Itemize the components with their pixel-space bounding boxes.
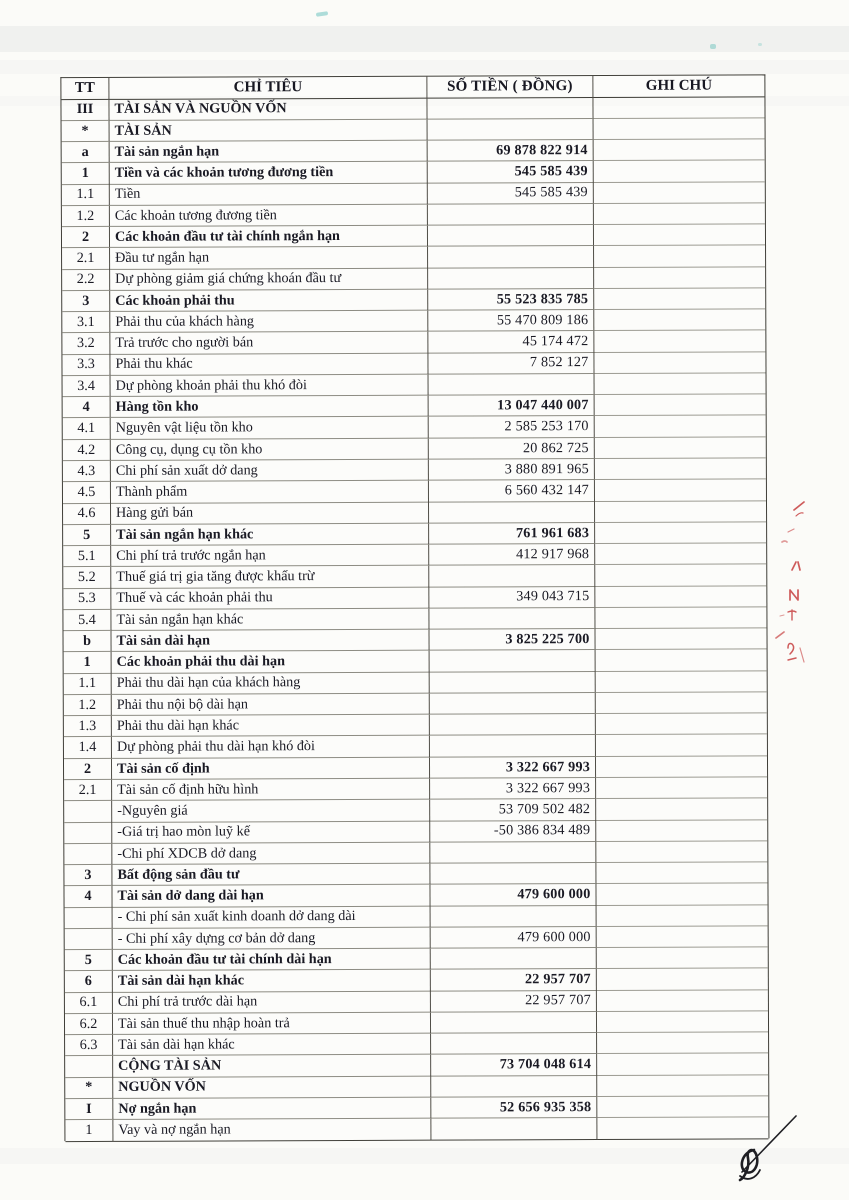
cell-amount: [428, 267, 594, 289]
cell-label: Dự phòng khoản phải thu khó đòi: [111, 374, 429, 397]
cell-note: [596, 735, 767, 757]
cell-amount: 55 470 809 186: [428, 310, 594, 332]
cell-amount: 7 852 127: [428, 352, 594, 374]
cell-tt: 3.3: [62, 354, 110, 376]
cell-tt: 5.4: [63, 610, 111, 632]
cell-tt: [65, 929, 113, 951]
cell-tt: 1.2: [64, 695, 112, 717]
cell-tt: 1: [62, 163, 110, 185]
cell-amount: 52 656 935 358: [431, 1097, 597, 1119]
cell-note: [594, 352, 765, 374]
table-row: [64, 756, 767, 780]
table-row: [63, 479, 766, 503]
cell-tt: 4.5: [63, 482, 111, 504]
cell-tt: a: [62, 142, 110, 164]
cell-label: TÀI SẢN: [110, 119, 428, 142]
cell-tt: *: [62, 120, 110, 142]
cell-label: Thuế giá trị gia tăng được khấu trừ: [111, 566, 429, 589]
table-row: [64, 777, 767, 801]
table-row: [61, 97, 764, 121]
table-row: [62, 203, 765, 227]
table-body: [61, 97, 768, 1142]
cell-amount: 3 880 891 965: [429, 459, 595, 481]
table-row: [63, 607, 766, 631]
cell-note: [595, 458, 766, 480]
cell-note: [594, 288, 765, 310]
cell-note: [597, 1054, 768, 1076]
cell-tt: 2: [64, 758, 112, 780]
cell-amount: [430, 842, 596, 864]
cell-tt: 3.1: [62, 312, 110, 334]
cell-note: [595, 501, 766, 523]
cell-note: [595, 628, 766, 650]
table-row: [62, 267, 765, 291]
table-row: [63, 501, 766, 525]
cell-amount: 45 174 472: [428, 331, 594, 353]
cell-tt: 3.2: [62, 333, 110, 355]
cell-amount: [431, 1118, 597, 1140]
cell-tt: 6.1: [65, 992, 113, 1014]
table-header-row: [61, 75, 764, 99]
cell-note: [596, 671, 767, 693]
cell-note: [594, 246, 765, 268]
cell-tt: 5.2: [63, 567, 111, 589]
cell-amount: [428, 204, 594, 226]
table-row: [63, 458, 766, 482]
table-row: [62, 160, 765, 184]
cell-label: Tài sản cố định: [112, 757, 430, 780]
cell-tt: [64, 843, 112, 865]
table-row: [64, 692, 767, 716]
cell-tt: 1: [64, 652, 112, 674]
cell-label: Dự phòng phải thu dài hạn khó đòi: [112, 736, 430, 759]
cell-note: [597, 990, 768, 1012]
cell-amount: [430, 714, 596, 736]
cell-note: [597, 1096, 768, 1118]
cell-label: NGUỒN VỐN: [113, 1076, 431, 1099]
cell-label: -Giá trị hao mòn luỹ kế: [112, 821, 430, 844]
cell-note: [594, 118, 765, 140]
cell-amount: 3 825 225 700: [429, 629, 595, 651]
cell-note: [595, 543, 766, 565]
cell-note: [596, 650, 767, 672]
cell-tt: III: [61, 99, 109, 121]
cell-note: [597, 1117, 768, 1139]
cell-tt: 6: [65, 971, 113, 993]
cell-label: Hàng tồn kho: [111, 396, 429, 419]
cell-amount: 69 878 822 914: [428, 140, 594, 162]
cell-label: -Nguyên giá: [112, 800, 430, 823]
col-header-ghi-chu: GHI CHÚ: [593, 75, 764, 98]
cell-amount: 55 523 835 785: [428, 289, 594, 311]
cell-tt: 1.1: [64, 673, 112, 695]
cell-amount: 6 560 432 147: [429, 480, 595, 502]
cell-label: Tài sản cố định hữu hình: [112, 778, 430, 801]
cell-amount: [428, 225, 594, 247]
table-row: [63, 586, 766, 610]
scan-streak: [0, 60, 849, 74]
table-row: [63, 628, 766, 652]
table-row: [62, 288, 765, 312]
cell-tt: 4.6: [63, 503, 111, 525]
table-row: [62, 182, 765, 206]
cell-label: Chi phí sản xuất dở dang: [111, 459, 429, 482]
cell-note: [594, 139, 765, 161]
table-row: [62, 331, 765, 355]
cell-note: [596, 692, 767, 714]
cell-label: Đầu tư ngắn hạn: [110, 247, 428, 270]
cell-tt: 1: [65, 1120, 113, 1142]
table-row: [65, 1075, 768, 1099]
table-row: [62, 246, 765, 270]
cell-tt: 2.1: [64, 780, 112, 802]
cell-note: [595, 586, 766, 608]
table-row: [63, 522, 766, 546]
scan-streak: [0, 26, 849, 52]
cell-amount: 349 043 715: [429, 586, 595, 608]
cell-amount: [428, 246, 594, 268]
cell-note: [596, 883, 767, 905]
cell-label: Phải thu dài hạn khác: [112, 715, 430, 738]
cell-note: [596, 862, 767, 884]
cell-label: Nợ ngắn hạn: [113, 1097, 431, 1120]
cell-label: Công cụ, dụng cụ tồn kho: [111, 438, 429, 461]
cell-note: [595, 437, 766, 459]
cell-note: [596, 777, 767, 799]
cell-amount: 2 585 253 170: [429, 416, 595, 438]
table-row: [65, 1054, 768, 1078]
table-row: [64, 862, 767, 886]
cell-label: CỘNG TÀI SẢN: [113, 1055, 431, 1078]
cell-note: [594, 309, 765, 331]
cell-note: [595, 394, 766, 416]
cell-amount: [430, 650, 596, 672]
cell-label: Chi phí trả trước dài hạn: [113, 991, 431, 1014]
cell-tt: 1.1: [62, 184, 110, 206]
cell-note: [594, 224, 765, 246]
table-row: [63, 543, 766, 567]
cell-note: [595, 479, 766, 501]
cell-label: Phải thu của khách hàng: [110, 311, 428, 334]
cell-amount: [429, 501, 595, 523]
cell-note: [597, 905, 768, 927]
cell-label: Dự phòng giảm giá chứng khoán đầu tư: [110, 268, 428, 291]
balance-sheet-table: [60, 74, 769, 1141]
cell-tt: 4.3: [63, 461, 111, 483]
cell-label: Phải thu dài hạn của khách hàng: [112, 672, 430, 695]
cell-amount: 412 917 968: [429, 544, 595, 566]
cell-label: Thành phẩm: [111, 481, 429, 504]
cell-label: Các khoản phải thu: [110, 289, 428, 312]
scan-streak: [0, 1148, 849, 1164]
cell-amount: 73 704 048 614: [431, 1054, 597, 1076]
cell-label: -Chi phí XDCB dở dang: [112, 842, 430, 865]
cell-amount: 479 600 000: [430, 884, 596, 906]
cell-note: [595, 522, 766, 544]
cell-label: Tài sản ngắn hạn khác: [111, 608, 429, 631]
cell-tt: 6.2: [65, 1014, 113, 1036]
cell-label: - Chi phí sản xuất kinh doanh dở dang dài: [113, 906, 431, 929]
cell-tt: *: [65, 1077, 113, 1099]
table-row: [63, 394, 766, 418]
table-row: [62, 352, 765, 376]
cell-tt: 4.1: [63, 418, 111, 440]
cell-label: Các khoản đầu tư tài chính dài hạn: [113, 949, 431, 972]
cell-tt: 4: [63, 397, 111, 419]
cell-label: Bất động sản đầu tư: [112, 863, 430, 886]
cell-amount: [427, 97, 593, 119]
cell-tt: b: [63, 631, 111, 653]
cell-label: Nguyên vật liệu tồn kho: [111, 417, 429, 440]
cell-note: [595, 564, 766, 586]
cell-tt: 5.3: [63, 588, 111, 610]
cell-label: Tiền: [110, 183, 428, 206]
cell-note: [596, 841, 767, 863]
cell-note: [596, 820, 767, 842]
cell-label: Các khoản phải thu dài hạn: [112, 651, 430, 674]
cell-label: Tài sản dài hạn: [111, 630, 429, 653]
table-row: [63, 564, 766, 588]
cell-label: Tài sản thuế thu nhập hoàn trả: [113, 1012, 431, 1035]
cell-tt: 2: [62, 227, 110, 249]
scanner-speck: [758, 43, 762, 46]
cell-note: [595, 373, 766, 395]
table-row: [65, 1117, 768, 1141]
table-row: [65, 926, 768, 950]
cell-amount: 761 961 683: [429, 523, 595, 545]
cell-label: Tài sản ngắn hạn khác: [111, 523, 429, 546]
cell-amount: [430, 671, 596, 693]
cell-amount: 22 957 707: [431, 990, 597, 1012]
cell-label: Chi phí trả trước ngắn hạn: [111, 545, 429, 568]
cell-note: [593, 97, 764, 119]
cell-tt: I: [65, 1099, 113, 1121]
table-row: [64, 735, 767, 759]
cell-note: [594, 160, 765, 182]
cell-tt: 1.4: [64, 737, 112, 759]
cell-amount: [429, 565, 595, 587]
cell-note: [594, 267, 765, 289]
cell-amount: 545 585 439: [428, 182, 594, 204]
col-header-chi-tieu: CHỈ TIÊU: [109, 77, 427, 100]
cell-tt: 4: [64, 886, 112, 908]
cell-amount: [431, 905, 597, 927]
cell-amount: [431, 1076, 597, 1098]
cell-label: TÀI SẢN VÀ NGUỒN VỐN: [109, 98, 427, 121]
table-row: [63, 437, 766, 461]
cell-tt: 3: [64, 865, 112, 887]
cell-label: - Chi phí xây dựng cơ bản dở dang: [113, 927, 431, 950]
cell-amount: 545 585 439: [428, 161, 594, 183]
cell-label: Vay và nợ ngắn hạn: [113, 1119, 431, 1142]
cell-tt: 1.3: [64, 716, 112, 738]
cell-note: [597, 947, 768, 969]
table-row: [64, 650, 767, 674]
cell-amount: 20 862 725: [429, 438, 595, 460]
cell-tt: 5: [65, 950, 113, 972]
cell-amount: [430, 735, 596, 757]
cell-amount: -50 386 834 489: [430, 820, 596, 842]
cell-note: [596, 798, 767, 820]
cell-note: [595, 607, 766, 629]
cell-amount: 53 709 502 482: [430, 799, 596, 821]
cell-note: [594, 203, 765, 225]
cell-note: [594, 331, 765, 353]
cell-note: [596, 713, 767, 735]
cell-amount: 479 600 000: [431, 927, 597, 949]
cell-label: Tài sản dở dang dài hạn: [112, 885, 430, 908]
table-row: [62, 118, 765, 142]
cell-label: Trả trước cho người bán: [110, 332, 428, 355]
cell-label: Tài sản ngắn hạn: [110, 140, 428, 163]
cell-note: [597, 1032, 768, 1054]
col-header-so-tien: SỐ TIỀN ( ĐỒNG): [427, 76, 593, 99]
cell-label: Các khoản đầu tư tài chính ngắn hạn: [110, 226, 428, 249]
cell-tt: 2.1: [62, 248, 110, 270]
table-row: [64, 820, 767, 844]
cell-amount: [428, 119, 594, 141]
scanner-speck: [710, 44, 716, 49]
cell-tt: 3: [62, 291, 110, 313]
cell-amount: [431, 1012, 597, 1034]
cell-label: Phải thu khác: [110, 353, 428, 376]
cell-amount: [430, 863, 596, 885]
cell-tt: 5: [63, 524, 111, 546]
cell-amount: 22 957 707: [431, 969, 597, 991]
col-header-tt: TT: [61, 78, 109, 100]
cell-tt: 4.2: [63, 439, 111, 461]
cell-amount: [430, 693, 596, 715]
cell-note: [597, 1011, 768, 1033]
table-row: [65, 969, 768, 993]
table-row: [63, 373, 766, 397]
cell-label: Tiền và các khoản tương đương tiền: [110, 162, 428, 185]
cell-tt: [64, 822, 112, 844]
table-row: [64, 713, 767, 737]
red-stamp-icon: [766, 498, 814, 674]
table-row: [62, 139, 765, 163]
cell-note: [597, 969, 768, 991]
cell-tt: 5.1: [63, 546, 111, 568]
cell-label: Phải thu nội bộ dài hạn: [112, 693, 430, 716]
cell-tt: [65, 907, 113, 929]
cell-tt: 6.3: [65, 1035, 113, 1057]
cell-label: Thuế và các khoản phải thu: [111, 587, 429, 610]
cell-amount: [431, 1033, 597, 1055]
cell-amount: 13 047 440 007: [429, 395, 595, 417]
cell-amount: [429, 608, 595, 630]
cell-label: Tài sản dài hạn khác: [113, 1034, 431, 1057]
cell-note: [595, 416, 766, 438]
cell-label: Hàng gửi bán: [111, 502, 429, 525]
cell-amount: 3 322 667 993: [430, 757, 596, 779]
table-row: [64, 883, 767, 907]
table-row: [65, 1032, 768, 1056]
cell-tt: [64, 801, 112, 823]
table-row: [64, 671, 767, 695]
cell-tt: 3.4: [63, 376, 111, 398]
cell-tt: [65, 1056, 113, 1078]
table-row: [65, 1096, 768, 1120]
cell-label: Tài sản dài hạn khác: [113, 970, 431, 993]
cell-tt: 2.2: [62, 269, 110, 291]
cell-note: [594, 182, 765, 204]
cell-amount: 3 322 667 993: [430, 778, 596, 800]
table-row: [62, 309, 765, 333]
table-row: [62, 224, 765, 248]
cell-note: [597, 1075, 768, 1097]
cell-note: [596, 756, 767, 778]
table-row: [65, 947, 768, 971]
cell-amount: [429, 374, 595, 396]
table-row: [64, 841, 767, 865]
table-row: [64, 798, 767, 822]
table-row: [65, 905, 768, 929]
table-row: [65, 990, 768, 1014]
table-row: [65, 1011, 768, 1035]
cell-note: [597, 926, 768, 948]
scanner-speck: [316, 11, 328, 17]
table-row: [63, 416, 766, 440]
cell-amount: [431, 948, 597, 970]
cell-label: Các khoản tương đương tiền: [110, 204, 428, 227]
cell-tt: 1.2: [62, 205, 110, 227]
